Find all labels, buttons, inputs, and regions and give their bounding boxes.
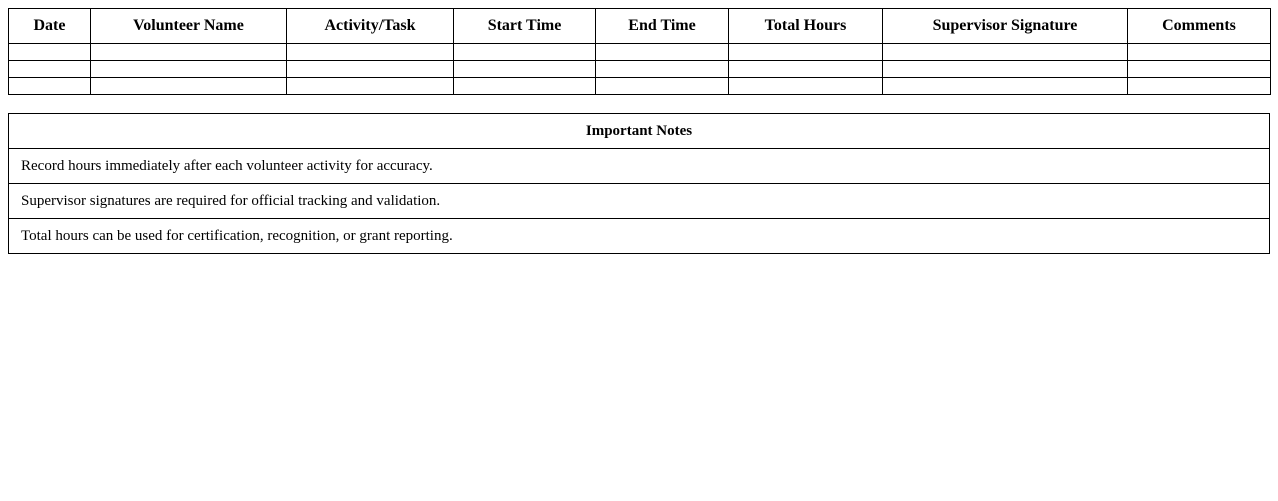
header-start-time: Start Time [454, 9, 596, 44]
cell-start-time[interactable] [454, 44, 596, 61]
note-text: Total hours can be used for certification, recognition, or grant reporting. [9, 219, 1270, 254]
cell-total-hours[interactable] [729, 78, 883, 95]
cell-activity-task[interactable] [287, 61, 454, 78]
cell-comments[interactable] [1128, 61, 1271, 78]
list-item [9, 184, 1270, 219]
cell-volunteer-name[interactable] [91, 44, 287, 61]
cell-activity-task[interactable] [287, 44, 454, 61]
cell-date[interactable] [9, 44, 91, 61]
cell-end-time[interactable] [596, 78, 729, 95]
note-text: Record hours immediately after each volunteer activity for accuracy. [9, 149, 1270, 184]
table-row [9, 44, 1271, 61]
cell-activity-task[interactable] [287, 78, 454, 95]
cell-total-hours[interactable] [729, 61, 883, 78]
cell-comments[interactable] [1128, 44, 1271, 61]
cell-supervisor-signature[interactable] [883, 61, 1128, 78]
table-row [9, 61, 1271, 78]
log-table-header-row [9, 9, 1271, 44]
cell-start-time[interactable] [454, 61, 596, 78]
table-row [9, 78, 1271, 95]
cell-total-hours[interactable] [729, 44, 883, 61]
header-date: Date [9, 9, 91, 44]
header-total-hours: Total Hours [729, 9, 883, 44]
cell-volunteer-name[interactable] [91, 78, 287, 95]
note-text: Supervisor signatures are required for official tracking and validation. [9, 184, 1270, 219]
cell-comments[interactable] [1128, 78, 1271, 95]
header-supervisor-signature: Supervisor Signature [883, 9, 1128, 44]
important-notes-table [8, 113, 1270, 254]
cell-end-time[interactable] [596, 44, 729, 61]
cell-start-time[interactable] [454, 78, 596, 95]
list-item [9, 149, 1270, 184]
cell-volunteer-name[interactable] [91, 61, 287, 78]
cell-date[interactable] [9, 61, 91, 78]
notes-title: Important Notes [9, 114, 1270, 149]
cell-date[interactable] [9, 78, 91, 95]
notes-header-row [9, 114, 1270, 149]
cell-end-time[interactable] [596, 61, 729, 78]
cell-supervisor-signature[interactable] [883, 78, 1128, 95]
header-activity-task: Activity/Task [287, 9, 454, 44]
cell-supervisor-signature[interactable] [883, 44, 1128, 61]
volunteer-log-table [8, 8, 1271, 95]
header-comments: Comments [1128, 9, 1271, 44]
header-volunteer-name: Volunteer Name [91, 9, 287, 44]
list-item [9, 219, 1270, 254]
header-end-time: End Time [596, 9, 729, 44]
